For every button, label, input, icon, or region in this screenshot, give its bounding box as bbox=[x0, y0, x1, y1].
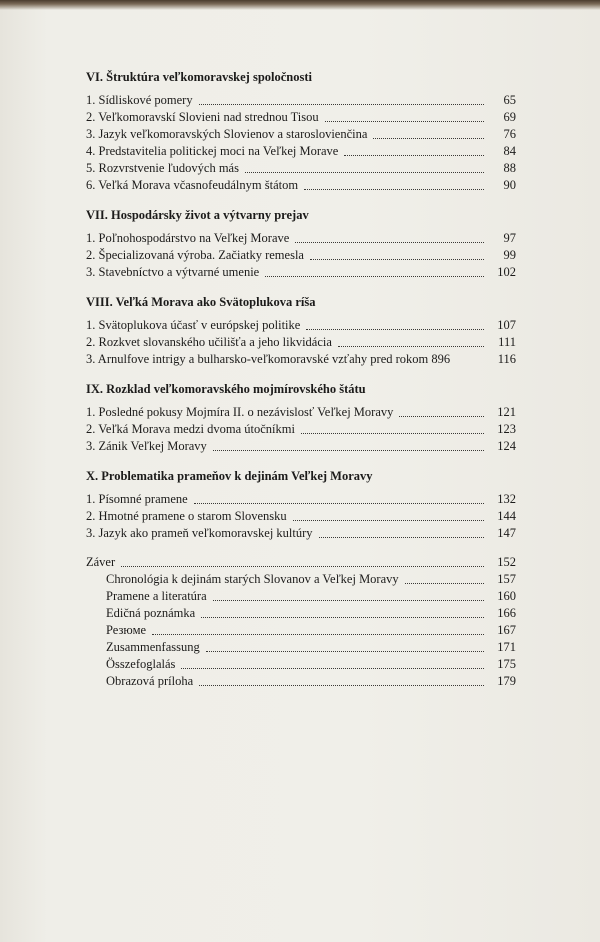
entry-page: 88 bbox=[503, 161, 516, 175]
dot-leader bbox=[399, 416, 484, 417]
dot-leader bbox=[373, 138, 484, 139]
entry-page: 167 bbox=[497, 623, 516, 637]
entry-page: 99 bbox=[503, 248, 516, 262]
entry-page: 102 bbox=[497, 265, 516, 279]
dot-leader bbox=[181, 668, 484, 669]
entry-page: 144 bbox=[497, 509, 516, 523]
entry-label: 2. Veľká Morava medzi dvoma útočníkmi bbox=[86, 422, 295, 436]
toc-entry bbox=[86, 656, 516, 673]
toc-entry-conclusion bbox=[86, 554, 516, 571]
toc-entry bbox=[86, 351, 516, 368]
entry-label: 2. Hmotné pramene o starom Slovensku bbox=[86, 509, 287, 523]
dot-leader bbox=[201, 617, 484, 618]
chapter-title: X. Problematika prameňov k dejinám Veľkej Moravy bbox=[86, 469, 373, 483]
chapter-title: VI. Štruktúra veľkomoravskej spoločnosti bbox=[86, 70, 313, 84]
dot-leader bbox=[152, 634, 484, 635]
entry-page: 84 bbox=[503, 144, 516, 158]
entry-label: 4. Predstavitelia politickej moci na Veľkej Morave bbox=[86, 144, 339, 158]
entry-label: Összefoglalás bbox=[106, 657, 176, 671]
entry-page: 69 bbox=[503, 110, 516, 124]
toc-entry bbox=[86, 126, 516, 143]
entry-label: 6. Veľká Morava včasnofeudálnym štátom bbox=[86, 178, 299, 192]
dot-leader bbox=[405, 583, 484, 584]
entry-label: 2. Veľkomoravskí Slovieni nad strednou Tisou bbox=[86, 110, 319, 124]
entry-page: 132 bbox=[497, 492, 516, 506]
chapter-8 bbox=[86, 293, 516, 368]
dot-leader bbox=[325, 121, 484, 122]
toc-entry bbox=[86, 639, 516, 656]
entry-page: 65 bbox=[503, 93, 516, 107]
dot-leader bbox=[265, 276, 484, 277]
entry-page: 179 bbox=[497, 674, 516, 688]
entry-label: 3. Arnulfove intrigy a bulharsko-veľkomoravské vzťahy pred rokom 896 bbox=[86, 352, 451, 366]
entry-page: 175 bbox=[497, 657, 516, 671]
entry-label: 1. Písomné pramene bbox=[86, 492, 188, 506]
dot-leader bbox=[213, 450, 484, 451]
dot-leader bbox=[206, 651, 484, 652]
chapter-7 bbox=[86, 206, 516, 281]
toc-entry bbox=[86, 491, 516, 508]
toc-entry bbox=[86, 622, 516, 639]
entry-label: 5. Rozvrstvenie ľudových más bbox=[86, 161, 239, 175]
dot-leader bbox=[306, 329, 484, 330]
entry-label: Chronológia k dejinám starých Slovanov a Veľkej Moravy bbox=[106, 572, 399, 586]
toc-entry bbox=[86, 525, 516, 542]
entry-label: 1. Svätoplukova účasť v európskej politike bbox=[86, 318, 301, 332]
dot-leader bbox=[245, 172, 484, 173]
toc-entry bbox=[86, 438, 516, 455]
dot-leader bbox=[293, 520, 484, 521]
dot-leader bbox=[199, 685, 484, 686]
dot-leader bbox=[199, 104, 484, 105]
entry-label: 3. Jazyk ako prameň veľkomoravskej kultúry bbox=[86, 526, 313, 540]
entry-label: Zusammenfassung bbox=[106, 640, 200, 654]
toc-entry bbox=[86, 605, 516, 622]
entry-label: Obrazová príloha bbox=[106, 674, 194, 688]
dot-leader bbox=[295, 242, 484, 243]
entry-page: 107 bbox=[497, 318, 516, 332]
entry-page: 124 bbox=[497, 439, 516, 453]
entry-label: Záver bbox=[86, 555, 116, 569]
dot-leader bbox=[121, 566, 484, 567]
dot-leader bbox=[310, 259, 484, 260]
entry-label: Резюме bbox=[106, 623, 147, 637]
entry-label: 1. Sídliskové pomery bbox=[86, 93, 193, 107]
toc-entry bbox=[86, 109, 516, 126]
toc-entry bbox=[86, 160, 516, 177]
chapter-6 bbox=[86, 68, 516, 194]
dot-leader bbox=[304, 189, 484, 190]
entry-label: 1. Poľnohospodárstvo na Veľkej Morave bbox=[86, 231, 290, 245]
entry-label: 3. Zánik Veľkej Moravy bbox=[86, 439, 207, 453]
chapter-9 bbox=[86, 380, 516, 455]
entry-page: 121 bbox=[497, 405, 516, 419]
page-top-shadow bbox=[0, 0, 600, 10]
back-matter bbox=[86, 554, 516, 690]
toc-entry bbox=[86, 317, 516, 334]
dot-leader bbox=[194, 503, 484, 504]
entry-label: 1. Posledné pokusy Mojmíra II. o nezávislosť Veľkej Moravy bbox=[86, 405, 394, 419]
entry-page: 166 bbox=[497, 606, 516, 620]
entry-page: 76 bbox=[503, 127, 516, 141]
entry-page: 90 bbox=[503, 178, 516, 192]
entry-page: 157 bbox=[497, 572, 516, 586]
entry-page: 152 bbox=[497, 555, 516, 569]
toc-entry bbox=[86, 673, 516, 690]
entry-page: 171 bbox=[497, 640, 516, 654]
entry-page: 123 bbox=[497, 422, 516, 436]
toc-entry bbox=[86, 508, 516, 525]
dot-leader bbox=[213, 600, 484, 601]
dot-leader bbox=[319, 537, 484, 538]
toc-entry bbox=[86, 404, 516, 421]
entry-label: Pramene a literatúra bbox=[106, 589, 207, 603]
dot-leader bbox=[301, 433, 484, 434]
toc-entry bbox=[86, 571, 516, 588]
toc-entry bbox=[86, 92, 516, 109]
chapter-title: VIII. Veľká Morava ako Svätoplukova ríša bbox=[86, 295, 316, 309]
entry-page: 160 bbox=[497, 589, 516, 603]
entry-label: 3. Stavebníctvo a výtvarné umenie bbox=[86, 265, 260, 279]
toc-entry bbox=[86, 177, 516, 194]
toc-entry bbox=[86, 588, 516, 605]
entry-page: 97 bbox=[503, 231, 516, 245]
chapter-title: VII. Hospodársky život a výtvarny prejav bbox=[86, 208, 309, 222]
chapter-10 bbox=[86, 467, 516, 542]
toc-entry bbox=[86, 421, 516, 438]
toc-entry bbox=[86, 230, 516, 247]
entry-page: 116 bbox=[497, 352, 516, 366]
entry-page: 147 bbox=[497, 526, 516, 540]
entry-label: 2. Rozkvet slovanského učilišťa a jeho likvidácia bbox=[86, 335, 332, 349]
table-of-contents bbox=[86, 68, 516, 690]
chapter-title: IX. Rozklad veľkomoravského mojmírovského štátu bbox=[86, 382, 366, 396]
toc-entry bbox=[86, 334, 516, 351]
entry-label: 2. Špecializovaná výroba. Začiatky remesla bbox=[86, 248, 304, 262]
toc-entry bbox=[86, 264, 516, 281]
dot-leader bbox=[344, 155, 484, 156]
toc-entry bbox=[86, 247, 516, 264]
entry-label: 3. Jazyk veľkomoravských Slovienov a staroslovienčina bbox=[86, 127, 368, 141]
toc-entry bbox=[86, 143, 516, 160]
dot-leader bbox=[338, 346, 484, 347]
entry-page: 111 bbox=[498, 335, 516, 349]
entry-label: Edičná poznámka bbox=[106, 606, 196, 620]
